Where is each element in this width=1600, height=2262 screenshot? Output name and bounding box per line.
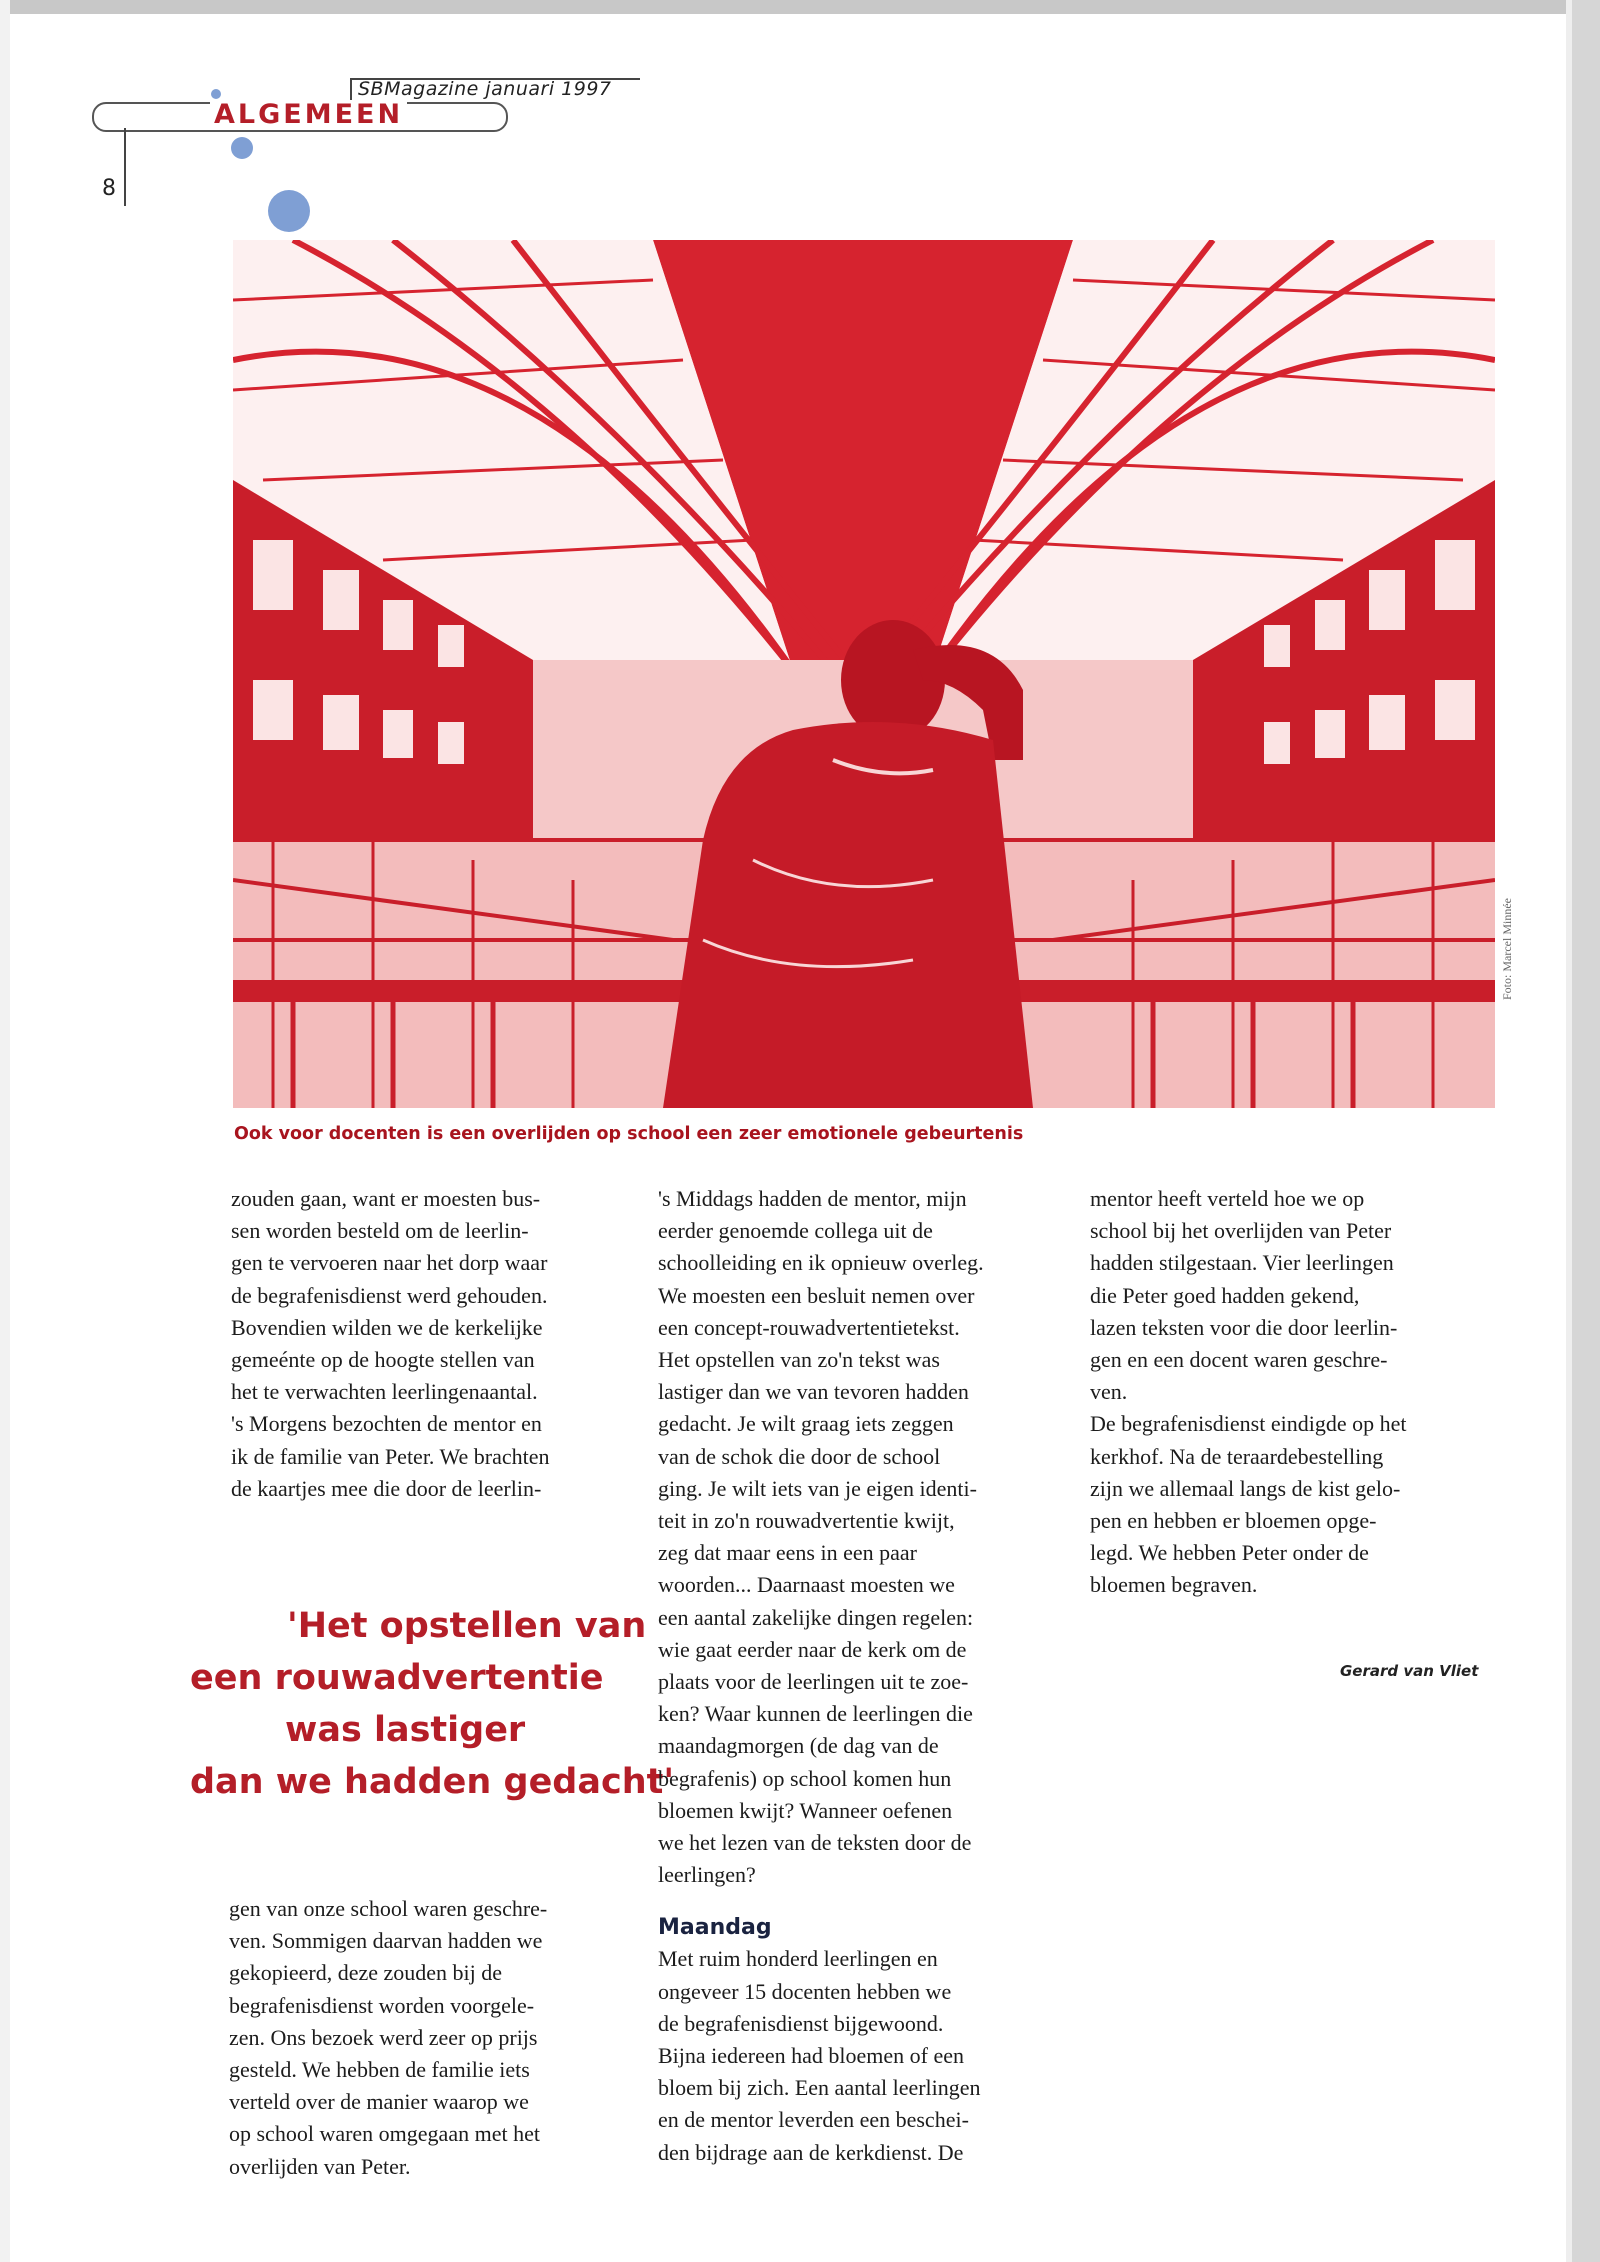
text-line: plaats voor de leerlingen uit te zoe- — [658, 1669, 969, 1695]
text-line: ven. Sommigen daarvan hadden we — [229, 1928, 543, 1954]
text-line: school bij het overlijden van Peter — [1090, 1218, 1392, 1244]
text-line: gen en een docent waren geschre- — [1090, 1347, 1388, 1373]
text-line: sen worden besteld om de leerlin- — [231, 1218, 529, 1244]
text-line: ging. Je wilt iets van je eigen identi- — [658, 1475, 977, 1501]
text-line: Het opstellen van zo'n tekst was — [658, 1347, 940, 1373]
text-line: zeg dat maar eens in een paar — [658, 1540, 917, 1566]
text-line: van de schok die door de school — [658, 1443, 941, 1469]
text-line: op school waren omgegaan met het — [229, 2121, 540, 2147]
decor-dot-small — [211, 89, 221, 99]
column-2 — [658, 1183, 1058, 2169]
text-line: 's Morgens bezochten de mentor en — [231, 1411, 542, 1437]
hall-photo-illustration — [233, 240, 1495, 1108]
text-line: een aantal zakelijke dingen regelen: — [658, 1604, 974, 1630]
text-line: leerlingen? — [658, 1862, 756, 1888]
text-line: en de mentor leverden een beschei- — [658, 2107, 969, 2133]
subheading-maandag: Maandag — [658, 1915, 772, 1941]
text-line: teit in zo'n rouwadvertentie kwijt, — [658, 1508, 955, 1534]
page-number-rule — [124, 128, 126, 206]
text-line: overlijden van Peter. — [229, 2153, 411, 2179]
text-line: Bijna iedereen had bloemen of een — [658, 2043, 965, 2069]
text-line: bloem bij zich. Een aantal leerlingen — [658, 2075, 981, 2101]
text-line: de begrafenisdienst bijgewoond. — [658, 2010, 944, 2036]
text-line: lastiger dan we van tevoren hadden — [658, 1379, 969, 1405]
scan-right-edge — [1572, 0, 1600, 2262]
text-line: legd. We hebben Peter onder de — [1090, 1540, 1369, 1566]
text-line: een concept-rouwadvertentietekst. — [658, 1314, 960, 1340]
pull-quote-line: een rouwadvertentie — [190, 1658, 604, 1698]
text-line: den bijdrage aan de kerkdienst. De — [658, 2139, 964, 2165]
text-line: begrafenis) op school komen hun — [658, 1765, 952, 1791]
text-line: gekopieerd, deze zouden bij de — [229, 1960, 503, 1986]
page-number: 8 — [102, 176, 116, 201]
text-line: ik de familie van Peter. We brachten — [231, 1443, 550, 1469]
text-line: verteld over de manier waarop we — [229, 2089, 529, 2115]
text-line: ongeveer 15 docenten hebben we — [658, 1978, 952, 2004]
text-line: De begrafenisdienst eindigde op het — [1090, 1411, 1407, 1437]
text-line: gesteld. We hebben de familie iets — [229, 2057, 530, 2083]
column-1-top — [231, 1183, 631, 1505]
text-line: die Peter goed hadden gekend, — [1090, 1282, 1360, 1308]
text-line: gedacht. Je wilt graag iets zeggen — [658, 1411, 954, 1437]
text-line: bloemen begraven. — [1090, 1572, 1258, 1598]
text-line: ken? Waar kunnen de leerlingen die — [658, 1701, 973, 1727]
text-line: gemeénte op de hoogte stellen van — [231, 1347, 535, 1373]
header-rule-vertical — [350, 78, 352, 100]
magazine-issue: SBMagazine januari 1997 — [358, 78, 612, 100]
text-line: zen. Ons bezoek werd zeer op prijs — [229, 2024, 538, 2050]
text-line: We moesten een besluit nemen over — [658, 1282, 975, 1308]
photo-caption: Ook voor docenten is een overlijden op school een zeer emotionele gebeurtenis — [234, 1124, 1024, 1144]
photo-credit: Foto: Marcel Minnée — [1500, 898, 1514, 1000]
pull-quote-line: 'Het opstellen van — [287, 1606, 647, 1646]
text-line: de kaartjes mee die door de leerlin- — [231, 1475, 542, 1501]
text-line: lazen teksten voor die door leerlin- — [1090, 1314, 1398, 1340]
decor-dot-large — [268, 190, 310, 232]
text-line: we het lezen van de teksten door de — [658, 1830, 972, 1856]
text-line: maandagmorgen (de dag van de — [658, 1733, 939, 1759]
scan-left-edge — [0, 0, 10, 2262]
text-line: zouden gaan, want er moesten bus- — [231, 1186, 541, 1211]
text-line: Met ruim honderd leerlingen en — [658, 1946, 938, 1972]
text-line: Bovendien wilden we de kerkelijke — [231, 1314, 543, 1340]
scan-top-edge — [0, 0, 1600, 14]
author-name: Gerard van Vliet — [1340, 1662, 1479, 1680]
text-line: het te verwachten leerlingenaantal. — [231, 1379, 538, 1405]
text-line: woorden... Daarnaast moesten we — [658, 1572, 955, 1598]
text-line: mentor heeft verteld hoe we op — [1090, 1186, 1365, 1211]
pull-quote-line: was lastiger — [285, 1710, 526, 1750]
text-line: gen te vervoeren naar het dorp waar — [231, 1250, 548, 1276]
text-line: zijn we allemaal langs de kist gelo- — [1090, 1475, 1401, 1501]
column-3 — [1090, 1183, 1490, 1602]
text-line: eerder genoemde collega uit de — [658, 1218, 933, 1244]
text-line: gen van onze school waren geschre- — [229, 1896, 548, 1921]
pull-quote-line: dan we hadden gedacht' — [190, 1762, 675, 1802]
text-line: ven. — [1090, 1379, 1128, 1405]
text-line: de begrafenisdienst werd gehouden. — [231, 1282, 548, 1308]
pull-quote — [180, 1600, 675, 1808]
text-line: bloemen kwijt? Wanneer oefenen — [658, 1797, 953, 1823]
column-1-bottom — [229, 1893, 629, 2183]
text-line: hadden stilgestaan. Vier leerlingen — [1090, 1250, 1394, 1276]
text-line: begrafenisdienst worden voorgele- — [229, 1992, 535, 2018]
decor-dot-medium — [231, 137, 253, 159]
text-line: wie gaat eerder naar de kerk om de — [658, 1636, 967, 1662]
text-line: pen en hebben er bloemen opge- — [1090, 1508, 1377, 1534]
section-title: ALGEMEEN — [210, 100, 407, 130]
text-line: schoolleiding en ik opnieuw overleg. — [658, 1250, 984, 1276]
text-line: 's Middags hadden de mentor, mijn — [658, 1186, 967, 1211]
text-line: kerkhof. Na de teraardebestelling — [1090, 1443, 1384, 1469]
hall-photo — [233, 240, 1495, 1108]
